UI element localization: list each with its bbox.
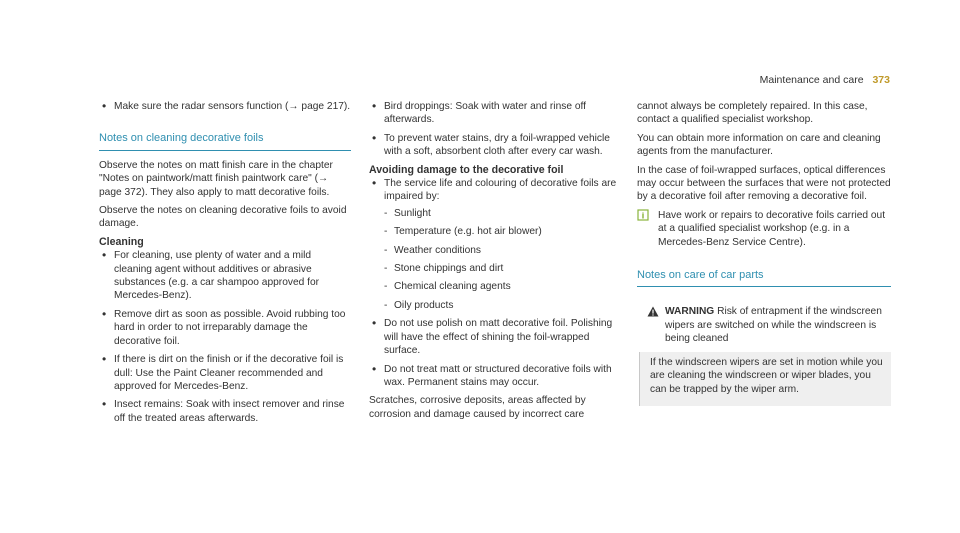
list-item: • If there is dirt on the finish or if the decorative foil is dull: Use the Paint Cleaner recommended and approved for Mercedes-Benz. [99, 353, 351, 393]
cleaning-list [99, 249, 351, 425]
column-middle [369, 100, 621, 426]
paragraph: You can obtain more information on care and cleaning agents from the manufacturer. [637, 132, 881, 158]
column-right [637, 100, 891, 406]
avoiding-damage-heading: Avoiding damage to the decorative foil [369, 163, 564, 176]
warning-label: WARNING [665, 306, 715, 318]
sublist-item: - Stone chippings and dirt [384, 262, 621, 275]
header-title: Maintenance and care [759, 74, 864, 86]
svg-text:i: i [641, 211, 645, 221]
section-title-car-parts: Notes on care of car parts [637, 269, 891, 287]
list-item: • Remove dirt as soon as possible. Avoid rubbing too hard in order to not irreparably damage the decorative foil. [99, 308, 351, 348]
list-item: • To prevent water stains, dry a foil-wrapped vehicle with a soft, absorbent cloth after every car wash. [369, 132, 621, 159]
page-header [760, 74, 890, 86]
note-text: Have work or repairs to decorative foils carried out at a qualified specialist workshop (e.g. in a Mercedes-Benz Service Centre). [658, 209, 886, 248]
list-item: • Bird droppings: Soak with water and rinse off afterwards. [369, 100, 621, 127]
paragraph: Scratches, corrosive deposits, areas affected by corrosion and damage caused by incorrect care [369, 395, 586, 420]
sublist-item: - Sunlight [384, 207, 621, 220]
sublist-item: - Chemical cleaning agents [384, 280, 621, 293]
note-icon [637, 209, 649, 221]
paragraph: Observe the notes on matt finish care in the chapter "Notes on paintwork/matt finish paintwork care" (→ page 372). They also apply to matt decorative foils. [99, 159, 333, 198]
list-item [369, 177, 621, 312]
sublist-item: - Oily products [384, 299, 621, 312]
page-number: 373 [872, 74, 890, 86]
warning-box [639, 299, 891, 405]
list-item-text: The service life and colouring of decorative foils are impaired by: [384, 178, 617, 203]
note [637, 209, 891, 249]
list-item: • Do not use polish on matt decorative foil. Polishing will have the effect of shining the foil-wrapped surface. [369, 317, 621, 357]
column-left [99, 100, 351, 430]
warning-icon [647, 306, 659, 317]
warning-header [639, 299, 891, 351]
impairment-sublist [384, 207, 621, 312]
warning-body: If the windscreen wipers are set in motion while you are cleaning the windscreen or wiper blades, you can be trapped by the wiper arm. [639, 352, 891, 406]
paragraph: Observe the notes on cleaning decorative foils to avoid damage. [99, 205, 347, 230]
avoiding-damage-list [369, 177, 621, 389]
warning-heading-text: Risk of entrapment if the windscreen wipers are switched on while the windscreen is being cleaned [665, 306, 882, 345]
paragraph: In the case of foil-wrapped surfaces, optical differences may occur between the surfaces that were not protected by a decorative foil after removing a decorative foil. [637, 164, 891, 203]
list-item: • For cleaning, use plenty of water and a mild cleaning agent without additives or abrasive substances (e.g. a car shampoo approved for Mercedes-Benz). [99, 249, 351, 303]
section-title-decorative-foils: Notes on cleaning decorative foils [99, 132, 351, 150]
sublist-item: - Weather conditions [384, 244, 621, 257]
list-item-radar: • Make sure the radar sensors function (→ page 217). [99, 100, 351, 113]
sublist-item: - Temperature (e.g. hot air blower) [384, 225, 621, 238]
list-item: • Do not treat matt or structured decorative foils with wax. Permanent stains may occur. [369, 363, 621, 390]
cleaning-heading: Cleaning [99, 235, 144, 248]
paragraph: cannot always be completely repaired. In this case, contact a qualified specialist workshop. [637, 101, 868, 126]
list-item: • Insect remains: Soak with insect remover and rinse off the treated areas afterwards. [99, 398, 351, 425]
